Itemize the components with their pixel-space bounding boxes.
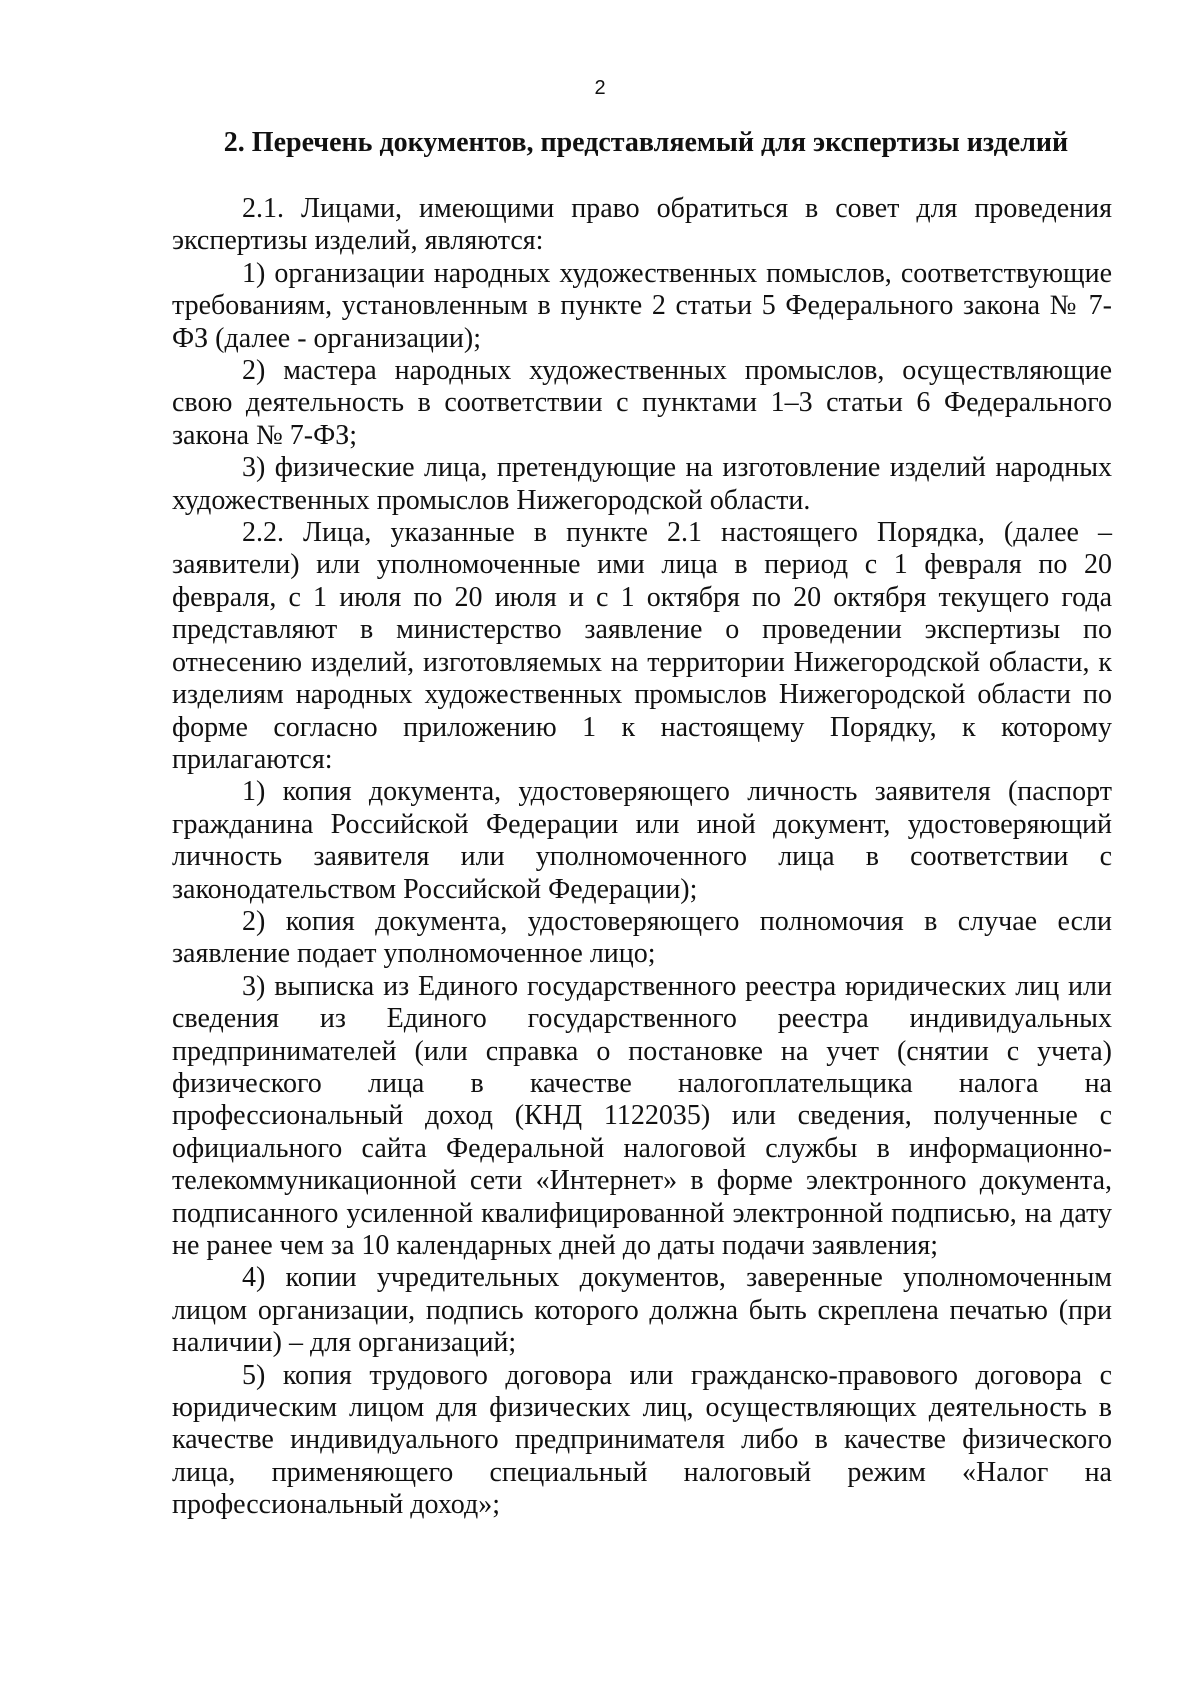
paragraph-2-2-item-1: 1) копия документа, удостоверяющего личность заявителя (паспорт гражданина Российской Федерации или иной документ, удостоверяющий личность заявителя или уполномоченного лица в соответствии с законодательством Российской Федерации); <box>172 776 1112 905</box>
paragraph-2-1-item-3: 3) физические лица, претендующие на изготовление изделий народных художественных промыслов Нижегородской области. <box>172 452 1112 516</box>
paragraph-2-1-item-1: 1) организации народных художественных помыслов, соответствующие требованиям, установленным в пункте 2 статьи 5 Федерального закона № 7-ФЗ (далее - организации); <box>172 257 1112 354</box>
paragraph-2-1: 2.1. Лицами, имеющими право обратиться в совет для проведения экспертизы изделий, являются: <box>172 193 1112 257</box>
paragraph-2-2-item-4: 4) копии учредительных документов, заверенные уполномоченным лицом организации, подпись которого должна быть скреплена печатью (при наличии) – для организаций; <box>172 1262 1112 1359</box>
paragraph-2-2-item-3: 3) выписка из Единого государственного реестра юридических лиц или сведения из Единого государственного реестра индивидуальных предпринимателей (или справка о постановке на учет (снятии с учета) физического лица в качестве налогоплательщика налога на профессиональный доход (КНД 1122035) или сведения, полученные с официального сайта Федеральной налоговой службы в информационно-телекоммуникационной сети «Интернет» в форме электронного документа, подписанного усиленной квалифицированной электронной подписью, на дату не ранее чем за 10 календарных дней до даты подачи заявления; <box>172 970 1112 1261</box>
paragraph-2-2-item-5: 5) копия трудового договора или гражданско-правового договора с юридическим лицом для физических лиц, осуществляющих деятельность в качестве индивидуального предпринимателя либо в качестве физического лица, применяющего специальный налоговый режим «Налог на профессиональный доход»; <box>172 1359 1112 1521</box>
paragraph-2-2: 2.2. Лица, указанные в пункте 2.1 настоящего Порядка, (далее – заявители) или уполномоченные ими лица в период с 1 февраля по 20 февраля, с 1 июля по 20 июля и с 1 октября по 20 октября текущего года представляют в министерство заявление о проведении экспертизы по отнесению изделий, изготовляемых на территории Нижегородской области, к изделиям народных художественных промыслов Нижегородской области по форме согласно приложению 1 к настоящему Порядку, к которому прилагаются: <box>172 517 1112 775</box>
section-heading: 2. Перечень документов, представляемый для экспертизы изделий <box>223 127 1069 158</box>
page-number: 2 <box>594 77 606 99</box>
paragraph-2-2-item-2: 2) копия документа, удостоверяющего полномочия в случае если заявление подает уполномоченное лицо; <box>172 905 1112 970</box>
document-body <box>172 127 1112 1522</box>
paragraph-2-1-item-2: 2) мастера народных художественных промыслов, осуществляющие свою деятельность в соответствии с пунктами 1–3 статьи 6 Федерального закона № 7-ФЗ; <box>172 355 1112 451</box>
